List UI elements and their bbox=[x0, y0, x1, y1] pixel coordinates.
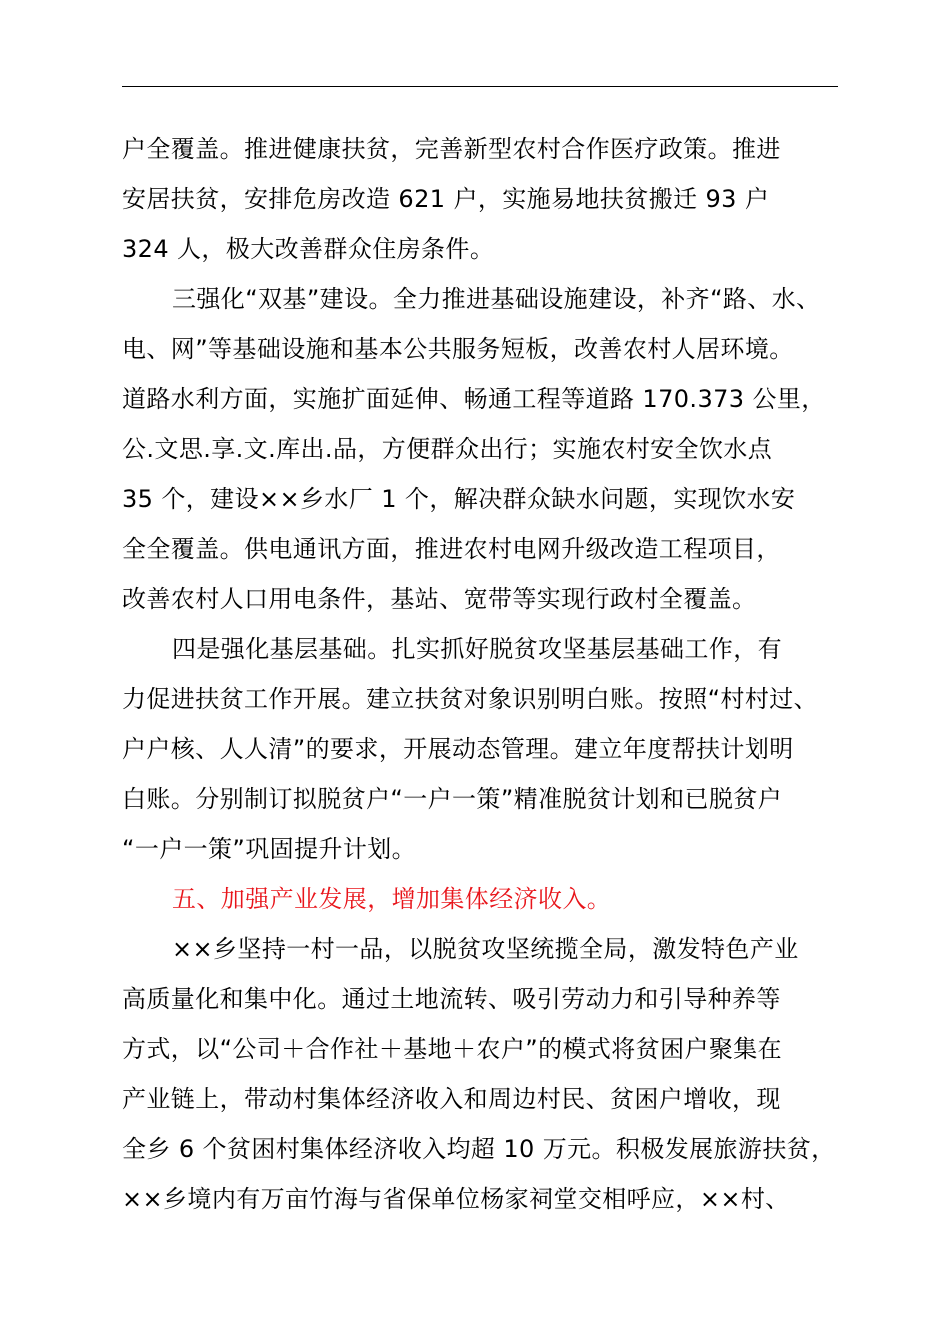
document-body bbox=[122, 124, 862, 1224]
text-line: 安居扶贫，安排危房改造 621 户，实施易地扶贫搬迁 93 户 bbox=[122, 185, 770, 213]
paragraph-start-line: 四是强化基层基础。扎实抓好脱贫攻坚基层基础工作，有 bbox=[172, 635, 782, 663]
text-line: 改善农村人口用电条件，基站、宽带等实现行政村全覆盖。 bbox=[122, 585, 757, 613]
text-line: 35 个，建设××乡水厂 1 个，解决群众缺水问题，实现饮水安 bbox=[122, 485, 796, 513]
text-line: 道路水利方面，实施扩面延伸、畅通工程等道路 170.373 公里， bbox=[122, 385, 826, 413]
paragraph-start-line: ××乡坚持一村一品，以脱贫攻坚统揽全局，激发特色产业 bbox=[172, 935, 799, 963]
text-line: 高质量化和集中化。通过土地流转、吸引劳动力和引导种养等 bbox=[122, 985, 781, 1013]
text-line: 324 人，极大改善群众住房条件。 bbox=[122, 235, 495, 263]
text-line: 力促进扶贫工作开展。建立扶贫对象识别明白账。按照“村村过、 bbox=[122, 685, 819, 713]
text-line: 电、网”等基础设施和基本公共服务短板，改善农村人居环境。 bbox=[122, 335, 794, 363]
section-heading: 五、加强产业发展，增加集体经济收入。 bbox=[172, 885, 612, 913]
text-line: 户户核、人人清”的要求，开展动态管理。建立年度帮扶计划明 bbox=[122, 735, 794, 763]
paragraph-start-line: 三强化“双基”建设。全力推进基础设施建设，补齐“路、水、 bbox=[172, 285, 821, 313]
text-line: 全全覆盖。供电通讯方面，推进农村电网升级改造工程项目， bbox=[122, 535, 781, 563]
text-line: “一户一策”巩固提升计划。 bbox=[122, 835, 417, 863]
header-rule bbox=[122, 86, 838, 87]
text-line: 公.文思.享.文.库出.品，方便群众出行；实施农村安全饮水点 bbox=[122, 435, 773, 463]
text-line: 白账。分别制订拟脱贫户“一户一策”精准脱贫计划和已脱贫户 bbox=[122, 785, 783, 813]
text-line: 全乡 6 个贫困村集体经济收入均超 10 万元。积极发展旅游扶贫， bbox=[122, 1135, 836, 1163]
text-line: 方式，以“公司＋合作社＋基地＋农户”的模式将贫困户聚集在 bbox=[122, 1035, 783, 1063]
text-line: ××乡境内有万亩竹海与省保单位杨家祠堂交相呼应，××村、 bbox=[122, 1185, 790, 1213]
text-line: 产业链上，带动村集体经济收入和周边村民、贫困户增收，现 bbox=[122, 1085, 781, 1113]
text-line: 户全覆盖。推进健康扶贫，完善新型农村合作医疗政策。推进 bbox=[122, 135, 781, 163]
